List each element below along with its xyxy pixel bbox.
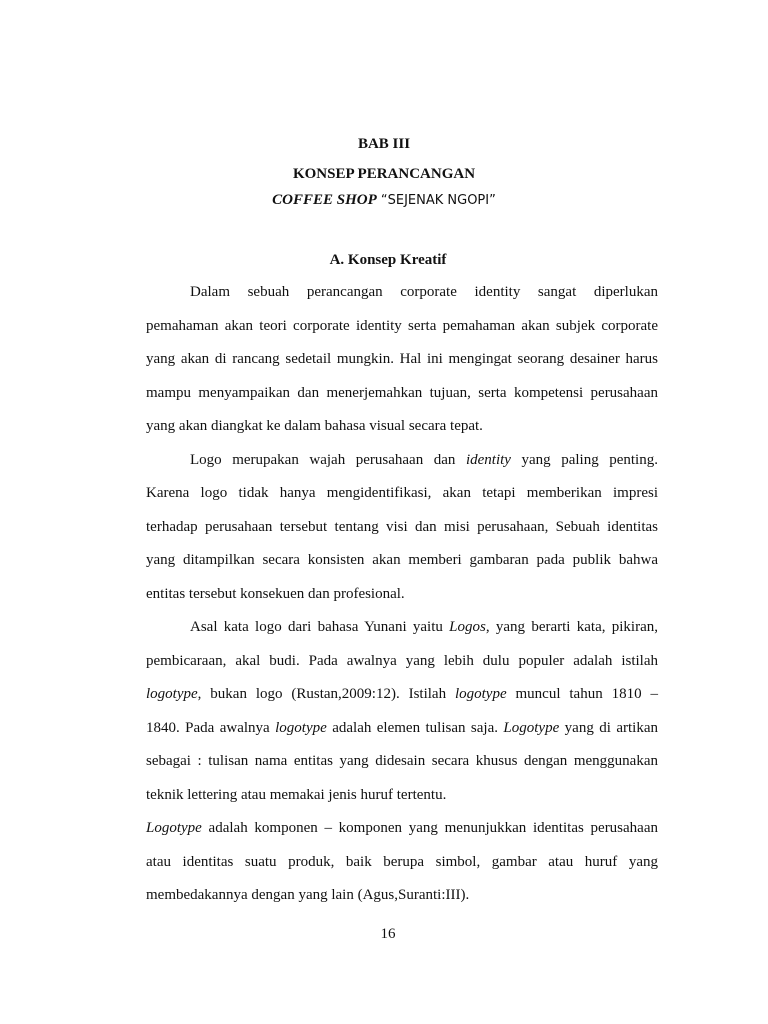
subtitle-rest: “SEJENAK NGOPI” <box>376 193 496 208</box>
para3-line3: logotype, bukan logo (Rustan,2009:12). Istilah logotype muncul tahun 1810 – <box>146 686 658 702</box>
section-title: A. Konsep Kreatif <box>329 252 447 268</box>
para1-line1: Dalam sebuah perancangan corporate identity sangat diperlukan <box>190 284 658 300</box>
subtitle-italic: COFFEE SHOP <box>272 192 377 208</box>
para2-line2: Karena logo tidak hanya mengidentifikasi, akan tetapi memberikan impresi <box>146 485 658 501</box>
para3-line1: Asal kata logo dari bahasa Yunani yaitu Logos, yang berarti kata, pikiran, <box>190 619 658 635</box>
para2-line5: entitas tersebut konsekuen dan profesional. <box>146 586 405 602</box>
para2-line1: Logo merupakan wajah perusahaan dan identity yang paling penting. <box>190 452 658 468</box>
para4-line2: atau identitas suatu produk, baik berupa simbol, gambar atau huruf yang <box>146 854 658 870</box>
para4-line3: membedakannya dengan yang lain (Agus,Suranti:III). <box>146 887 470 903</box>
para2-line3: terhadap perusahaan tersebut tentang visi dan misi perusahaan, Sebuah identitas <box>146 519 658 535</box>
para3-line6: teknik lettering atau memakai jenis huruf tertentu. <box>146 787 447 803</box>
para3-line5: sebagai : tulisan nama entitas yang didesain secara khusus dengan menggunakan <box>146 753 658 769</box>
page-number: 16 <box>380 926 396 942</box>
para1-line4: mampu menyampaikan dan menerjemahkan tujuan, serta kompetensi perusahaan <box>146 385 658 401</box>
para2-line4: yang ditampilkan secara konsisten akan memberi gambaran pada publik bahwa <box>146 552 658 568</box>
para1-line3: yang akan di rancang sedetail mungkin. Hal ini mengingat seorang desainer harus <box>146 351 658 367</box>
para1-line5: yang akan diangkat ke dalam bahasa visual secara tepat. <box>146 418 483 434</box>
para4-line1: Logotype adalah komponen – komponen yang menunjukkan identitas perusahaan <box>146 820 658 836</box>
para3-line4: 1840. Pada awalnya logotype adalah elemen tulisan saja. Logotype yang di artikan <box>146 720 658 736</box>
chapter-title: KONSEP PERANCANGAN <box>292 166 476 182</box>
chapter-subtitle <box>0 192 768 209</box>
para3-line2: pembicaraan, akal budi. Pada awalnya yang lebih dulu populer adalah istilah <box>146 653 658 669</box>
para1-line2: pemahaman akan teori corporate identity serta pemahaman akan subjek corporate <box>146 318 658 334</box>
chapter-label: BAB III <box>357 136 411 152</box>
